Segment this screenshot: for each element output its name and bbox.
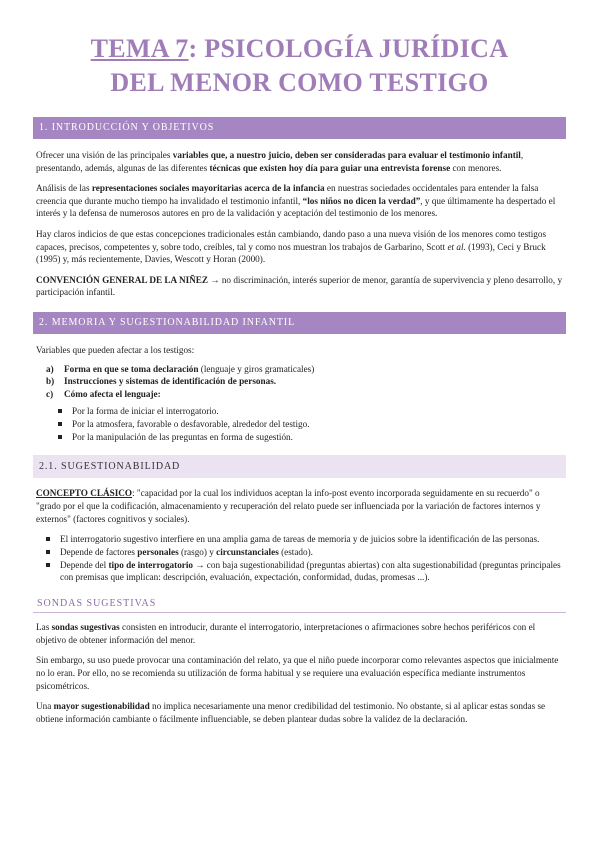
paragraph-probes-credibility: Una mayor sugestionabilidad no implica necesariamente una menor credibilidad del testimonio. No obstante, si al aplicar estas sondas se obtiene información cambiante o fácilmente influenciable, se deben plantear dudas sobre la validez de la declaración.	[36, 701, 546, 724]
subsection-heading-suggestibility: 2.1. SUGESTIONABILIDAD	[33, 455, 566, 478]
page-title	[0, 0, 599, 100]
paragraph-convention: CONVENCIÓN GENERAL DE LA NIÑEZ → no discriminación, interés superior de menor, garantía de supervivencia y pleno desarrollo, y participación infantil.	[36, 274, 563, 298]
list-item: Por la manipulación de las preguntas en forma de sugestión.	[52, 431, 599, 444]
list-item: c) Cómo afecta el lenguaje:	[46, 389, 161, 400]
list-item: a) Forma en que se toma declaración (lenguaje y giros gramaticales)	[46, 363, 315, 374]
paragraph-social-representations: Análisis de las representaciones sociales mayoritarias acerca de la infancia en nuestras sociedades occidentales para entender la falsa creencia que durante mucho tiempo ha invalidado el testimonio infantil, “los niños no dicen la verdad”, y que últimamente ha despertado el interés y la defensa de numerosos autores en pro de la validación y aceptación del testimonio de los menores.	[36, 183, 556, 219]
language-sub-list	[52, 405, 599, 443]
list-item: Depende de factores personales (rasgo) y circunstanciales (estado).	[40, 546, 563, 559]
variables-list	[36, 363, 563, 401]
section-heading-memory: 2. MEMORIA Y SUGESTIONABILIDAD INFANTIL	[33, 312, 566, 334]
paragraph-objectives: Ofrecer una visión de las principales variables que, a nuestro juicio, deben ser consideradas para evaluar el testimonio infantil, presentando, además, algunas de las diferentes técnicas que existen hoy día para guiar una entrevista forense con menores.	[36, 150, 524, 173]
list-item: El interrogatorio sugestivo interfiere en una amplia gama de tareas de memoria y de juicios sobre la identificación de las personas.	[40, 533, 563, 546]
variables-intro: Variables que pueden afectar a los testigos:	[36, 344, 195, 355]
list-item: Depende del tipo de interrogatorio → con baja sugestionabilidad (preguntas abiertas) con alta sugestionabilidad (preguntas principales con premisas que implican: descripción, evaluación, expectación, conformidad, dudas, promesas ...).	[40, 559, 563, 585]
title-line1: : PSICOLOGÍA JURÍDICA	[188, 34, 509, 63]
paragraph-changing-conceptions: Hay claros indicios de que estas concepciones tradicionales están cambiando, dando paso a una nueva visión de los menores como testigos capaces, precisos, competentes y, sobre todo, creíbles, tal y como nos muestran los trabajos de Garbarino, Scott et al. (1993), Ceci y Bruck (1995) y, más recientemente, Davies, Wescott y Horan (2000).	[36, 228, 547, 265]
paragraph-probes-definition: Las sondas sugestivas consisten en introducir, durante el interrogatorio, interpretaciones o afirmaciones sobre hechos periféricos con el objetivo de obtener información del menor.	[36, 622, 536, 645]
subheading-suggestive-probes: SONDAS SUGESTIVAS	[33, 596, 566, 613]
paragraph-probes-risk: Sin embargo, su uso puede provocar una contaminación del relato, ya que el niño puede incorporar como relevantes aspectos que inicialmente no lo eran. Por ello, no se recomienda su utilización de forma habitual y se requiere una evaluación específica mediante instrumentos psicométricos.	[36, 655, 559, 691]
title-topic-number: TEMA 7	[90, 34, 189, 63]
suggestibility-bullets	[40, 533, 563, 584]
list-item: Por la atmosfera, favorable o desfavorable, alrededor del testigo.	[52, 418, 599, 431]
paragraph-classic-concept: CONCEPTO CLÁSICO: "capacidad por la cual los individuos aceptan la info-post evento incorporada seguidamente en su recuerdo" o "grado por el que la codificación, almacenamiento y recuperación del relato puede ser influenciada por la variación de factores internos y externos" (factores cognitivos y sociales).	[36, 488, 541, 524]
list-item: Por la forma de iniciar el interrogatorio.	[52, 405, 599, 418]
section-heading-intro: 1. INTRODUCCIÓN Y OBJETIVOS	[33, 117, 566, 139]
title-line2: DEL MENOR COMO TESTIGO	[110, 68, 489, 97]
list-item: b) Instrucciones y sistemas de identificación de personas.	[46, 376, 277, 387]
